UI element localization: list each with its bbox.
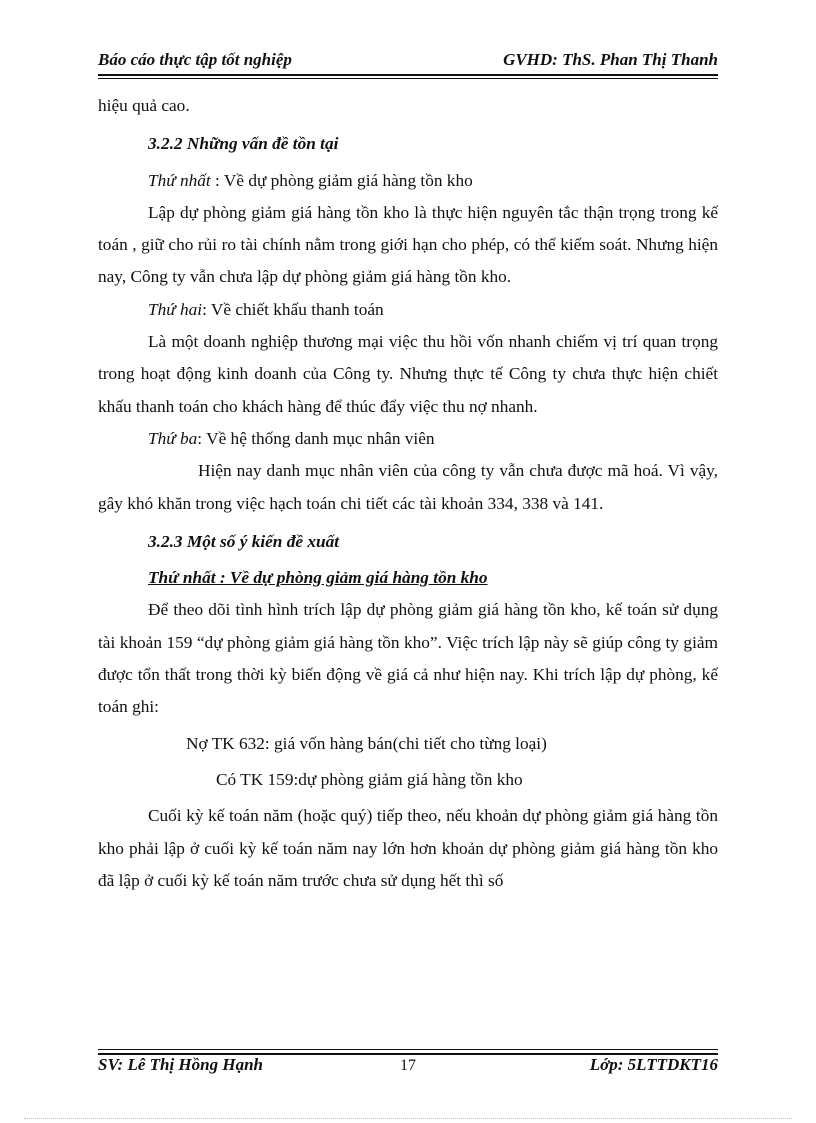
subsection-label: Thứ hai (148, 299, 203, 319)
paragraph: Lập dự phòng giảm giá hàng tồn kho là thực hiện nguyên tắc thận trọng trong kế toán , giữ cho rủi ro tài chính nằm trong giới hạn cho phép, có thể kiểm soát. Nhưng hiện nay, Công ty vẫn chưa lập dự phòng giảm giá hàng tồn kho. (98, 202, 718, 287)
subsection-text: : Về dự phòng giảm giá hàng tồn kho (210, 170, 473, 190)
subsection-label: Thứ ba (148, 428, 198, 448)
page-header (98, 50, 718, 74)
subsection-text: : Về chiết khấu thanh toán (202, 299, 384, 319)
paragraph: Cuối kỳ kế toán năm (hoặc quý) tiếp theo, nếu khoản dự phòng giảm giá hàng tồn kho phải lập ở cuối kỳ kế toán năm nay lớn hơn khoản dự phòng giảm giá hàng tồn kho đã lập ở cuối kỳ kế toán năm trước chưa sử dụng hết thì số (98, 806, 718, 890)
proposal-heading-first: Thứ nhất : Về dự phòng giảm giá hàng tồn kho (148, 568, 488, 588)
accounting-entry-debit: Nợ TK 632: giá vốn hàng bán(chi tiết cho từng loại) (186, 733, 547, 753)
subsection-label: Thứ nhất (148, 170, 211, 190)
accounting-entry-credit: Có TK 159:dự phòng giảm giá hàng tồn kho (216, 769, 523, 789)
section-heading-3-2-2: 3.2.2 Những vấn đề tồn tại (148, 134, 339, 154)
subsection-second (98, 294, 718, 326)
section-heading-3-2-3: 3.2.3 Một số ý kiến đề xuất (148, 531, 340, 551)
footer-rule-thin (98, 1049, 718, 1050)
paragraph: Hiện nay danh mục nhân viên của công ty vẫn chưa được mã hoá. Vì vậy, gây khó khăn trong việc hạch toán chi tiết các tài khoản 334, 338 và 141. (98, 461, 718, 513)
page-number: 17 (400, 1057, 416, 1074)
paragraph: Là một doanh nghiệp thương mại việc thu hồi vốn nhanh chiếm vị trí quan trọng trong hoạt động kinh doanh của Công ty. Nhưng thực tế Công ty chưa thực hiện chiết khấu thanh toán cho khách hàng để thúc đẩy việc thu nợ nhanh. (98, 332, 718, 416)
paragraph: hiệu quả cao. (98, 96, 190, 115)
header-supervisor: GVHD: ThS. Phan Thị Thanh (503, 50, 718, 69)
subsection-first (98, 165, 718, 197)
page-footer (98, 1055, 718, 1079)
header-report-title: Báo cáo thực tập tốt nghiệp (98, 50, 292, 69)
header-rule-thick (98, 74, 718, 76)
subsection-third (98, 423, 718, 455)
header-rule-thin (98, 78, 718, 79)
page-body (98, 90, 718, 897)
paragraph: Để theo dõi tình hình trích lập dự phòng giảm giá hàng tồn kho, kế toán sử dụng tài khoản 159 “dự phòng giảm giá hàng tồn kho”. Việc trích lập này sẽ giúp công ty giảm được tổn thất trong thời kỳ biến động về giá cả như hiện nay. Khi trích lập dự phòng, kế toán ghi: (98, 600, 718, 717)
footer-student-name: SV: Lê Thị Hồng Hạnh (98, 1055, 263, 1074)
footer-class: Lớp: 5LTTDKT16 (589, 1055, 718, 1074)
page-edge-divider (24, 1118, 792, 1119)
subsection-text: : Về hệ thống danh mục nhân viên (197, 428, 435, 448)
